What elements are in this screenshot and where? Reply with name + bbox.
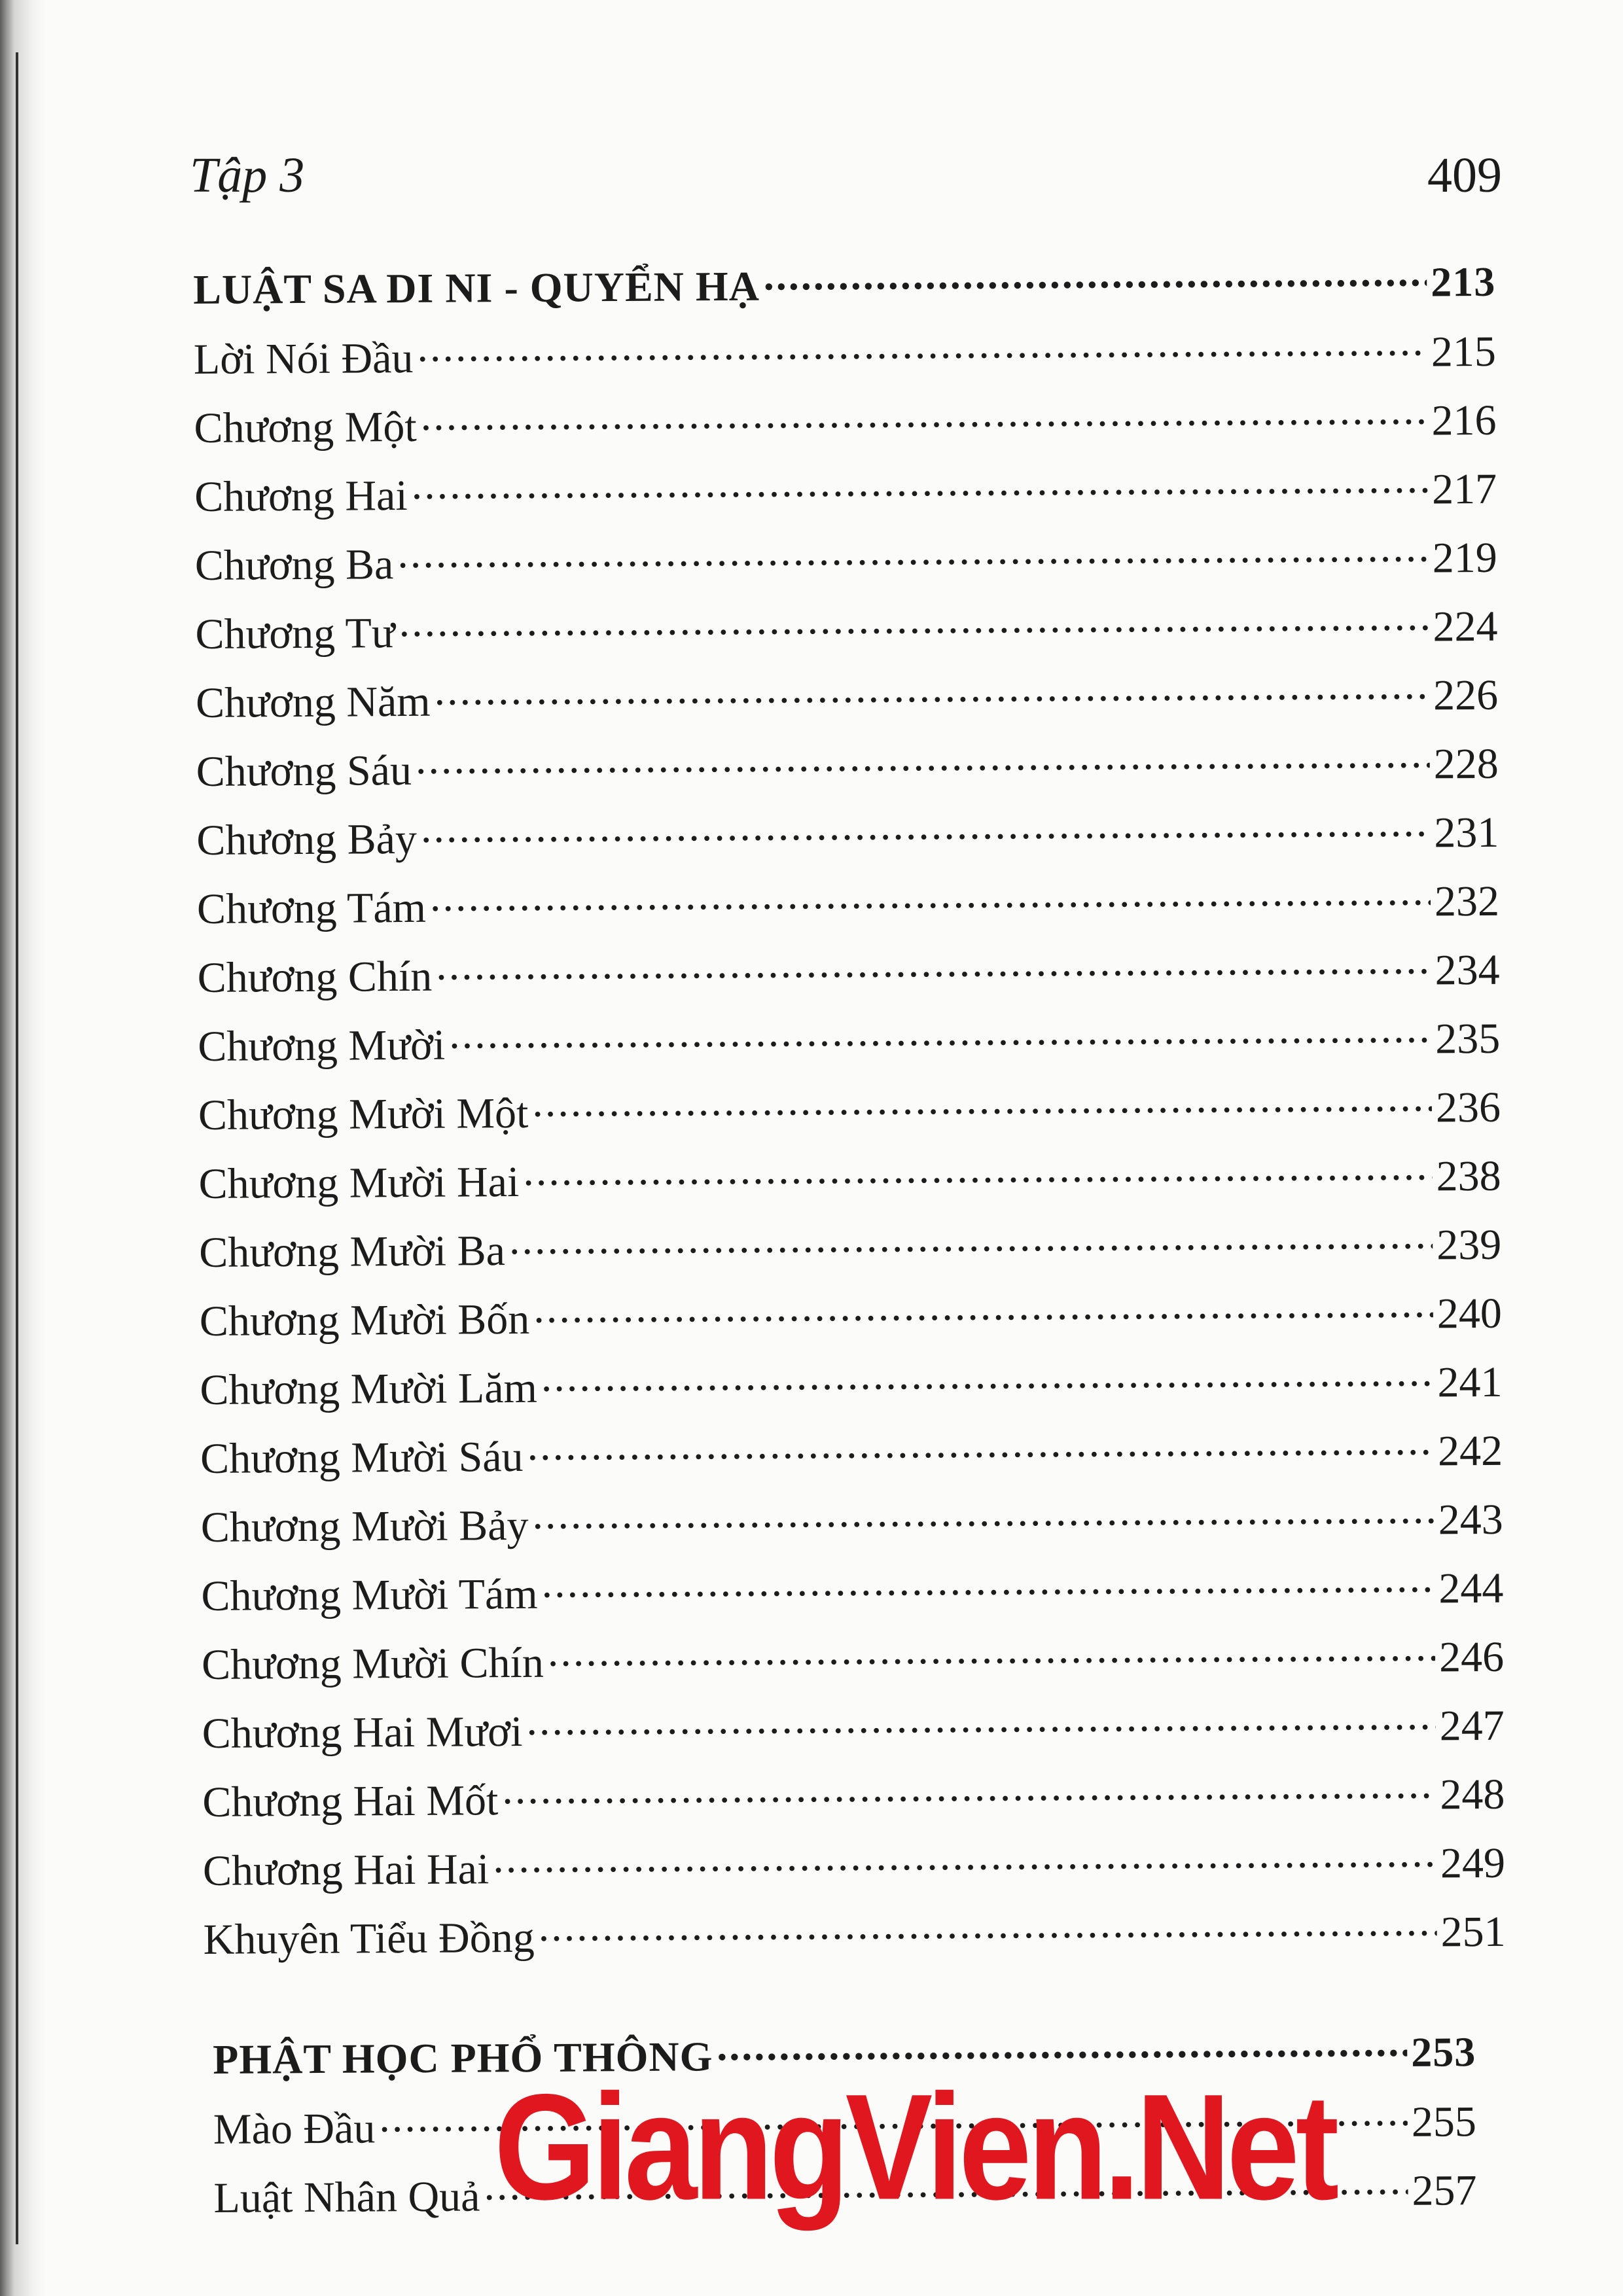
dot-leader [532,1491,1435,1539]
toc-entry[interactable] [197,941,1500,1017]
toc-entry-page-number: 253 [1411,2028,1476,2075]
toc-entry-title: LUẬT SA DI NI - QUYỂN HẠ [193,262,760,313]
toc-entry[interactable] [202,1628,1505,1704]
toc-entry[interactable] [203,1903,1506,1979]
toc-entry[interactable] [197,872,1500,949]
toc-entry-page-number: 219 [1432,533,1498,582]
toc-entry-page-number: 238 [1436,1152,1501,1201]
toc-entry[interactable] [194,391,1497,468]
dot-leader [526,1697,1436,1745]
toc-entry-title: Chương Hai [194,472,408,521]
toc-entry[interactable] [200,1422,1503,1498]
dot-leader [502,1765,1436,1814]
toc-entry-page-number: 217 [1431,465,1497,514]
toc-entry-title: Chương Mười Hai [198,1157,520,1208]
dot-leader [416,735,1430,784]
toc-entry-page-number: 215 [1431,327,1497,376]
toc-entry-page-number: 251 [1440,1907,1506,1956]
toc-entry[interactable] [200,1353,1503,1430]
toc-entry[interactable] [203,1834,1506,1911]
toc-entry-page-number: 248 [1440,1770,1505,1819]
toc-entry-page-number: 213 [1431,258,1496,306]
toc-entry[interactable] [201,1559,1504,1636]
toc-entry-page-number: 234 [1435,945,1500,995]
toc-entry[interactable] [194,323,1497,399]
book-spine-shadow [0,0,46,2296]
toc-entry-page-number: 235 [1435,1014,1501,1063]
toc-entry-page-number: 255 [1411,2098,1477,2146]
dot-leader [538,1903,1436,1951]
dot-leader [399,597,1429,647]
toc-entry-page-number: 243 [1438,1495,1504,1544]
toc-entry-page-number: 247 [1439,1701,1505,1750]
toc-entry-title: Chương Mười Bốn [199,1295,530,1345]
dot-leader [449,1010,1431,1059]
toc-entry-title: Chương Bảy [196,815,418,864]
dot-leader [436,941,1431,990]
toc-entry-title: Mào Đầu [213,2104,376,2153]
toc-entry-page-number: 246 [1438,1633,1505,1682]
toc-entry-title: Chương Mười Chín [201,1638,544,1689]
toc-entry-page-number: 241 [1437,1358,1503,1407]
toc-entry-page-number: 236 [1435,1083,1501,1132]
toc-entry-page-number: 240 [1436,1289,1503,1338]
toc-entry-title: Luật Nhân Quả [213,2172,480,2222]
toc-entry[interactable] [202,1765,1505,1842]
toc-entry-page-number: 239 [1436,1220,1502,1269]
toc-entry-title: Chương Mười Bảy [200,1501,529,1551]
toc-entry-title: Chương Năm [195,677,431,727]
toc-entry-title: Chương Mười [198,1021,446,1070]
toc-entry[interactable] [195,529,1498,605]
toc-entry[interactable] [196,666,1499,743]
toc-entry[interactable] [194,460,1497,537]
toc-entry-page-number: 216 [1431,396,1497,445]
dot-leader [541,1353,1434,1402]
toc-entry[interactable] [195,597,1498,674]
toc-entry[interactable] [202,1697,1505,1773]
toc-entry-title: Chương Ba [194,540,394,590]
toc-entry-title: Chương Mười Một [198,1089,529,1139]
dot-leader [533,1284,1433,1333]
toc-entry-page-number: 224 [1433,602,1498,651]
toc-entry-title: PHẬT HỌC PHỔ THÔNG [213,2033,713,2083]
toc-entry-page-number: 228 [1433,739,1499,788]
toc-entry[interactable] [199,1216,1502,1292]
dot-leader [421,804,1431,853]
toc-entry[interactable] [196,735,1499,811]
page-header [190,147,1502,219]
dot-leader [434,666,1429,715]
toc-entry[interactable] [198,1147,1501,1224]
toc-entry-title: Chương Một [194,402,417,452]
dot-leader [523,1147,1433,1195]
dot-leader [397,529,1429,578]
dot-leader [493,1834,1436,1883]
toc-entry[interactable] [198,1010,1501,1086]
toc-entry-page-number: 232 [1434,877,1500,926]
toc-entry-title: Chương Hai Hai [202,1845,490,1895]
toc-entry[interactable] [200,1284,1503,1361]
dot-leader [527,1422,1434,1470]
toc-entry-page-number: 242 [1437,1426,1503,1475]
dot-leader [548,1628,1436,1676]
toc-section-heading[interactable] [193,254,1496,330]
dot-leader [541,1559,1435,1608]
dot-leader [509,1216,1433,1265]
toc-entry-page-number: 231 [1434,808,1499,857]
dot-leader [764,254,1427,300]
toc-entry-page-number: 249 [1440,1839,1506,1888]
page-number: 409 [1427,148,1502,203]
dot-leader [430,872,1431,921]
watermark-logo: GiangVien.Net [494,2063,1336,2231]
toc-entry-title: Chương Chín [197,952,433,1002]
toc-entry-page-number: 244 [1438,1564,1504,1613]
toc-entry-title: Chương Mười Lăm [200,1364,538,1414]
toc-entry-title: Lời Nói Đầu [193,334,414,383]
dot-leader [411,460,1428,509]
toc-entry-title: Chương Hai Mươi [202,1707,523,1757]
toc-entry-title: Khuyên Tiểu Đồng [203,1913,535,1964]
toc-entry-title: Chương Tư [195,609,395,658]
toc-entry-title: Chương Mười Sáu [200,1432,524,1483]
dot-leader [420,391,1427,440]
toc-entry-title: Chương Hai Mốt [202,1776,499,1826]
toc-entry[interactable] [196,804,1499,880]
toc-entry-page-number: 257 [1412,2166,1477,2215]
binding-edge-line [16,52,18,2244]
dot-leader [532,1078,1432,1127]
toc-entry-title: Chương Mười Ba [199,1227,506,1277]
dot-leader [417,323,1427,372]
toc-section-1 [193,254,1506,1979]
toc-entry-title: Chương Tám [196,883,427,933]
toc-entry-title: Chương Mười Tám [201,1570,538,1620]
toc-entry[interactable] [198,1078,1501,1155]
toc-entry-page-number: 226 [1433,671,1499,720]
toc-entry[interactable] [201,1491,1504,1567]
toc-entry-title: Chương Sáu [196,746,412,796]
volume-label: Tập 3 [190,148,305,203]
